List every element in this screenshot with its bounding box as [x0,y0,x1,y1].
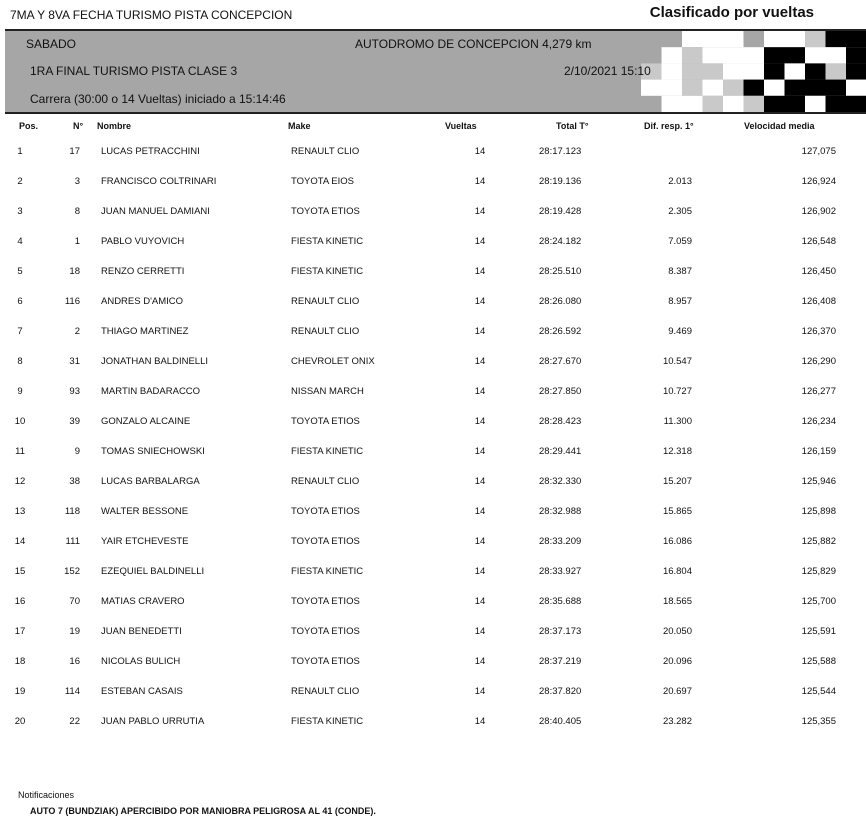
table-row [0,596,866,626]
cell-total: 28:17.123 [539,146,582,157]
table-row [0,626,866,656]
cell-dif: 15.207 [662,476,692,487]
flag-square [826,96,847,112]
cell-vel: 126,234 [801,416,836,427]
cell-make: RENAULT CLIO [291,296,360,307]
cell-make: CHEVROLET ONIX [291,356,375,367]
table-row [0,356,866,386]
cell-total: 28:33.209 [539,536,582,547]
flag-square [805,63,826,79]
table-row [0,536,866,566]
cell-vel: 127,075 [801,146,836,157]
cell-name: EZEQUIEL BALDINELLI [101,566,205,577]
header-total: Total T° [556,121,589,131]
cell-name: JUAN BENEDETTI [101,626,182,637]
cell-dif: 10.547 [662,356,692,367]
cell-make: TOYOTA ETIOS [291,416,360,427]
cell-laps: 14 [474,446,486,457]
cell-name: FRANCISCO COLTRINARI [101,176,217,187]
table-row [0,236,866,266]
cell-laps: 14 [474,686,486,697]
table-row [0,416,866,446]
flag-square [662,96,683,112]
cell-num: 2 [74,326,80,337]
cell-pos: 6 [17,296,23,307]
cell-dif: 7.059 [668,236,692,247]
cell-num: 9 [74,446,80,457]
cell-pos: 11 [15,446,25,457]
cell-vel: 126,290 [801,356,836,367]
cell-name: MARTIN BADARACCO [101,386,201,397]
cell-dif: 11.300 [663,416,692,427]
cell-vel: 126,370 [801,326,836,337]
cell-dif: 12.318 [662,446,692,457]
cell-total: 28:27.670 [539,356,582,367]
flag-square [785,96,806,112]
flag-square [805,31,826,47]
flag-square [682,47,703,63]
cell-pos: 4 [17,236,23,247]
cell-total: 28:32.330 [539,476,582,487]
cell-vel: 125,544 [801,686,836,697]
cell-total: 28:37.820 [539,686,582,697]
cell-name: JUAN PABLO URRUTIA [101,716,205,727]
cell-laps: 14 [474,326,486,337]
flag-square [826,63,847,79]
flag-square [682,31,703,47]
cell-name: TOMAS SNIECHOWSKI [101,446,205,457]
cell-make: RENAULT CLIO [291,146,360,157]
cell-num: 111 [65,536,80,547]
cell-name: NICOLAS BULICH [101,656,181,667]
cell-name: LUCAS BARBALARGA [101,476,200,487]
cell-laps: 14 [474,536,486,547]
cell-make: FIESTA KINETIC [291,236,364,247]
cell-vel: 126,159 [801,446,836,457]
cell-pos: 10 [14,416,26,427]
flag-square [744,63,765,79]
flag-square [662,47,683,63]
cell-num: 17 [69,146,80,157]
cell-num: 18 [69,266,80,277]
cell-make: TOYOTA ETIOS [291,536,360,547]
cell-vel: 126,450 [801,266,836,277]
cell-vel: 126,548 [801,236,836,247]
cell-total: 28:26.080 [539,296,582,307]
cell-num: 38 [69,476,80,487]
cell-vel: 125,588 [801,656,836,667]
flag-square [805,96,826,112]
header-dif: Dif. resp. 1° [644,121,694,131]
flag-square [723,80,744,96]
table-row [0,326,866,356]
header-name: Nombre [97,121,132,131]
notification-item: AUTO 7 (BUNDZIAK) APERCIBIDO POR MANIOBRA PELIGROSA AL 41 (CONDE). [30,806,376,816]
cell-num: 114 [64,686,80,697]
flag-square [785,63,806,79]
header-laps: Vueltas [445,121,477,131]
cell-make: TOYOTA ETIOS [291,656,360,667]
cell-laps: 14 [474,206,486,217]
cell-dif: 8.957 [668,296,692,307]
flag-square [744,47,765,63]
cell-laps: 14 [474,146,486,157]
cell-laps: 14 [474,626,486,637]
flag-square [846,96,866,112]
flag-square [641,80,662,96]
cell-vel: 125,355 [801,716,836,727]
cell-laps: 14 [474,416,486,427]
cell-dif: 15.865 [662,506,692,517]
cell-name: THIAGO MARTINEZ [101,326,189,337]
flag-square [805,47,826,63]
table-row [0,716,866,746]
cell-name: JUAN MANUEL DAMIANI [101,206,210,217]
table-row [0,206,866,236]
notifications-label: Notificaciones [18,790,75,800]
cell-name: LUCAS PETRACCHINI [101,146,200,157]
flag-square [682,63,703,79]
cell-dif: 20.096 [662,656,692,667]
cell-pos: 7 [17,326,23,337]
cell-laps: 14 [474,386,486,397]
cell-vel: 126,924 [801,176,836,187]
cell-laps: 14 [474,716,486,727]
table-row [0,686,866,716]
cell-total: 28:19.428 [539,206,582,217]
cell-num: 8 [74,206,80,217]
cell-pos: 19 [14,686,26,697]
cell-laps: 14 [474,236,486,247]
cell-make: NISSAN MARCH [291,386,364,397]
cell-dif: 8.387 [668,266,692,277]
cell-dif: 2.305 [668,206,692,217]
table-row [0,506,866,536]
cell-laps: 14 [474,596,486,607]
cell-total: 28:35.688 [539,596,582,607]
cell-make: TOYOTA ETIOS [291,206,360,217]
cell-total: 28:26.592 [539,326,582,337]
cell-vel: 126,408 [801,296,836,307]
cell-name: JONATHAN BALDINELLI [101,356,208,367]
race-info: Carrera (30:00 o 14 Vueltas) iniciado a 15:14:46 [30,92,286,106]
cell-total: 28:27.850 [539,386,582,397]
cell-dif: 9.469 [668,326,692,337]
cell-num: 70 [69,596,80,607]
session-datetime: 2/10/2021 15:10 [564,64,651,78]
cell-pos: 9 [17,386,23,397]
event-title: 7MA Y 8VA FECHA TURISMO PISTA CONCEPCION [10,8,293,22]
cell-vel: 125,591 [801,626,836,637]
flag-square [703,47,724,63]
cell-make: FIESTA KINETIC [291,716,364,727]
cell-dif: 18.565 [662,596,692,607]
table-row [0,296,866,326]
cell-laps: 14 [474,566,486,577]
cell-name: MATIAS CRAVERO [101,596,185,607]
cell-make: FIESTA KINETIC [291,566,364,577]
classification-title: Clasificado por vueltas [649,4,814,21]
cell-name: WALTER BESSONE [101,506,189,517]
session-banner [5,31,866,112]
flag-square [662,80,683,96]
cell-total: 28:37.219 [539,656,582,667]
cell-num: 19 [69,626,80,637]
cell-name: YAIR ETCHEVESTE [101,536,189,547]
flag-square [805,80,826,96]
cell-make: FIESTA KINETIC [291,266,364,277]
circuit-label: AUTODROMO DE CONCEPCION 4,279 km [355,37,592,51]
flag-square [682,80,703,96]
cell-name: GONZALO ALCAINE [101,416,191,427]
cell-laps: 14 [474,176,486,187]
cell-num: 22 [69,716,80,727]
cell-pos: 16 [14,596,26,607]
banner-bottom-rule [5,112,866,114]
flag-square [662,63,683,79]
cell-pos: 12 [14,476,26,487]
cell-num: 3 [74,176,80,187]
cell-make: TOYOTA ETIOS [291,626,360,637]
session-name: 1RA FINAL TURISMO PISTA CLASE 3 [30,64,238,78]
cell-vel: 125,700 [801,596,836,607]
cell-dif: 16.804 [662,566,692,577]
flag-square [785,47,806,63]
flag-square [744,80,765,96]
cell-num: 116 [64,296,80,307]
cell-name: RENZO CERRETTI [101,266,185,277]
flag-square [703,31,724,47]
flag-square [682,96,703,112]
table-row [0,656,866,686]
cell-vel: 126,902 [801,206,836,217]
header-pos: Pos. [19,121,39,131]
cell-dif: 2.013 [668,176,692,187]
table-row [0,446,866,476]
cell-laps: 14 [474,476,486,487]
header-make: Make [288,121,311,131]
flag-square [764,31,785,47]
cell-name: ANDRES D'AMICO [101,296,184,307]
flag-square [846,31,866,47]
flag-square [703,63,724,79]
cell-laps: 14 [474,266,486,277]
table-row [0,476,866,506]
cell-num: 16 [69,656,80,667]
cell-dif: 20.050 [662,626,692,637]
cell-pos: 5 [17,266,23,277]
cell-num: 118 [64,506,80,517]
cell-vel: 125,882 [801,536,836,547]
flag-square [764,80,785,96]
day-label: SABADO [26,37,77,51]
flag-square [764,96,785,112]
cell-name: PABLO VUYOVICH [101,236,185,247]
cell-num: 31 [69,356,80,367]
flag-square [723,63,744,79]
cell-vel: 126,277 [801,386,836,397]
cell-make: FIESTA KINETIC [291,446,364,457]
cell-make: TOYOTA ETIOS [291,596,360,607]
cell-total: 28:40.405 [539,716,582,727]
cell-num: 93 [69,386,80,397]
cell-vel: 125,829 [801,566,836,577]
cell-pos: 15 [14,566,26,577]
cell-total: 28:24.182 [539,236,582,247]
cell-pos: 13 [14,506,26,517]
table-row [0,176,866,206]
table-row [0,146,866,176]
cell-laps: 14 [474,356,486,367]
cell-make: TOYOTA ETIOS [291,506,360,517]
table-row [0,386,866,416]
cell-total: 28:28.423 [539,416,582,427]
cell-vel: 125,898 [801,506,836,517]
flag-square [764,63,785,79]
cell-pos: 3 [17,206,23,217]
cell-laps: 14 [474,656,486,667]
cell-dif: 16.086 [662,536,692,547]
table-row [0,266,866,296]
flag-square [703,96,724,112]
flag-square [846,47,866,63]
flag-square [826,31,847,47]
cell-make: TOYOTA EIOS [291,176,354,187]
cell-total: 28:37.173 [539,626,582,637]
cell-total: 28:33.927 [539,566,582,577]
cell-pos: 14 [14,536,26,547]
header-num: N° [73,121,84,131]
flag-square [826,47,847,63]
cell-pos: 1 [17,146,23,157]
header-vel: Velocidad media [744,121,815,131]
flag-square [723,31,744,47]
cell-dif: 20.697 [662,686,692,697]
flag-square [846,80,866,96]
flag-square [785,31,806,47]
flag-square [744,96,765,112]
flag-square [703,80,724,96]
cell-laps: 14 [474,296,486,307]
cell-dif: 23.282 [662,716,692,727]
cell-make: RENAULT CLIO [291,326,360,337]
cell-total: 28:29.441 [539,446,582,457]
cell-pos: 20 [14,716,26,727]
cell-laps: 14 [474,506,486,517]
cell-make: RENAULT CLIO [291,476,360,487]
cell-num: 1 [74,236,80,247]
cell-make: RENAULT CLIO [291,686,360,697]
cell-num: 39 [69,416,80,427]
cell-num: 152 [64,566,80,577]
flag-square [785,80,806,96]
flag-square [764,47,785,63]
flag-square [826,80,847,96]
flag-square [723,47,744,63]
flag-square [723,96,744,112]
flag-square [846,63,866,79]
cell-pos: 2 [17,176,23,187]
cell-total: 28:19.136 [539,176,582,187]
cell-pos: 8 [17,356,23,367]
table-row [0,566,866,596]
cell-pos: 18 [14,656,26,667]
cell-total: 28:32.988 [539,506,582,517]
cell-pos: 17 [14,626,26,637]
cell-dif: 10.727 [662,386,692,397]
cell-total: 28:25.510 [539,266,582,277]
cell-vel: 125,946 [801,476,836,487]
cell-name: ESTEBAN CASAIS [101,686,183,697]
